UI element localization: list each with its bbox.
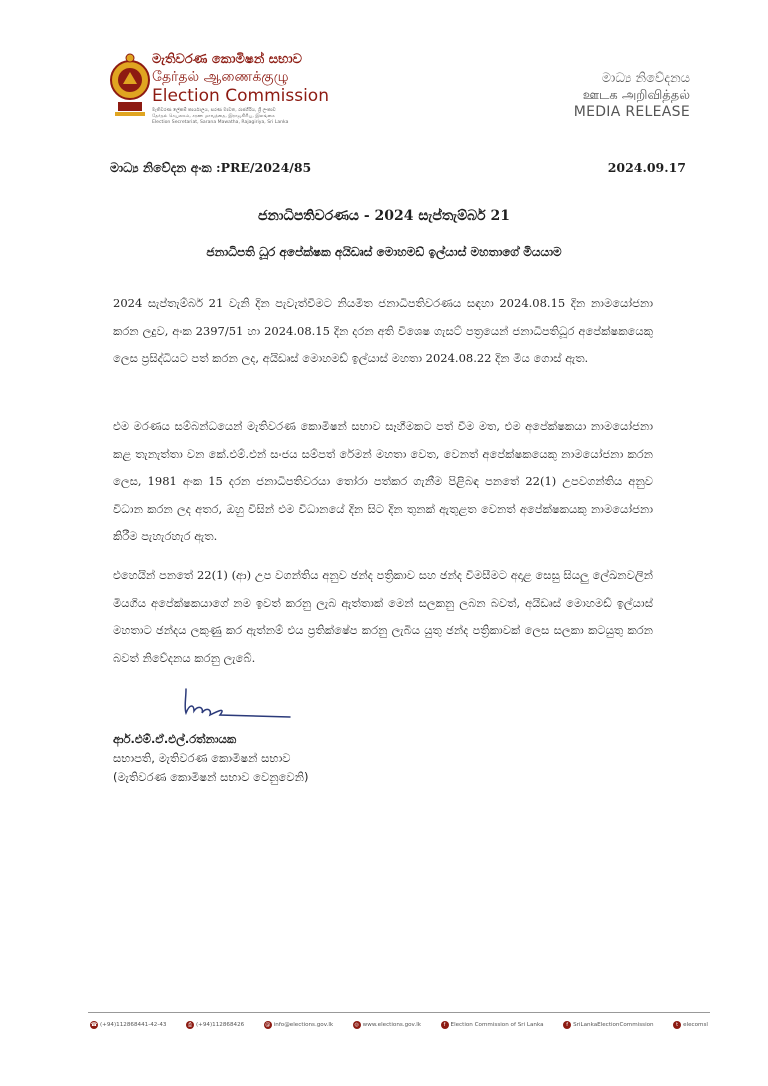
- signatory-title: සභාපති, මැතිවරණ කොමිෂන් සභාව: [113, 751, 291, 765]
- footer-twitter-text: elecomsl: [683, 1022, 708, 1028]
- footer-phone: [90, 1021, 166, 1029]
- globe-icon: ◎: [354, 1022, 359, 1028]
- release-label-english: MEDIA RELEASE: [573, 104, 690, 120]
- footer-phone-text: (+94)112868441-42-43: [100, 1022, 167, 1028]
- org-address-english: Election Secretariat, Sarana Mawatha, Rajagiriya, Sri Lanka: [152, 120, 289, 125]
- footer-divider: [88, 1012, 710, 1013]
- email-icon: @: [265, 1022, 271, 1028]
- signatory-name: ආර්.එම්.ඒ.එල්.රත්නායක: [113, 732, 237, 746]
- footer-contacts: [90, 1021, 708, 1029]
- organization-header: [152, 52, 352, 126]
- reference-number: මාධ්‍ය නිවේදන අංක :PRE/2024/85: [110, 160, 312, 175]
- body-paragraph-3: එහෙයින් පනතේ 22(1) (ආ) උප වගන්තිය අනුව ඡන්ද පත්‍රිකාව සහ ඡන්ද විමසීමට අදාළ සෙසු සියලු ලේඛනවලින් මියගිය අපේක්ෂකයාගේ නම ඉවත් කරනු ලැබ ඇත්තාක් මෙන් සලකනු ලබන බවත්, අයිඩෘස් මොහමඩ් ඉල්යාස් මහතාට ඡන්දය ලකුණු කර ඇත්නම් එය ප්‍රතික්ෂේප කරනු ලැබිය යුතු ඡන්ද පත්‍රිකාවක් ලෙස සලකා කටයුතු කරන බවත් නිවේදනය කරනු ලැබේ.: [113, 568, 653, 665]
- footer-fax-text: (+94)112868426: [196, 1022, 245, 1028]
- footer-email-text: info@elections.gov.lk: [273, 1022, 334, 1028]
- footer-website[interactable]: [353, 1021, 421, 1029]
- footer-facebook-text: Election Commission of Sri Lanka: [450, 1022, 544, 1028]
- footer-website-text: www.elections.gov.lk: [362, 1022, 422, 1028]
- org-name-english: Election Commission: [152, 86, 329, 106]
- signatory-block: [113, 730, 308, 787]
- footer-email[interactable]: [264, 1021, 333, 1029]
- org-address: [152, 108, 352, 126]
- twitter-icon: t: [673, 1021, 681, 1029]
- release-date: 2024.09.17: [607, 160, 686, 175]
- facebook-page-icon: f: [563, 1021, 571, 1029]
- org-address-tamil: தேர்தல் செயலகம், சரண மாவத்தை, இராஜகிரிய, இலங்கை: [152, 114, 275, 119]
- phone-icon: ☎: [90, 1022, 98, 1028]
- body-paragraph-1: 2024 සැප්තැම්බර් 21 වැනි දින පැවැත්වීමට නියමිත ජනාධිපතිවරණය සඳහා 2024.08.15 දින නාමයෝජනා කරන ලදුව, අංක 2397/51 හා 2024.08.15 දින දරන අති විශෙෂ ගැසට් පත්‍රයෙන් ජනාධිපතිධූර අපේක්ෂකයෙකු ලෙස ප්‍රසිද්ධියට පත් කරන ලද, අයිඩෘස් මොහමඩ් ඉල්යාස් මහතා 2024.08.22 දින මිය ගොස් ඇත.: [113, 296, 653, 365]
- footer-twitter[interactable]: [673, 1021, 708, 1029]
- fax-icon: ⎙: [187, 1022, 192, 1028]
- footer-facebook[interactable]: [441, 1021, 544, 1029]
- signatory-on-behalf: (මැතිවරණ කොමිෂන් සභාව වෙනුවෙනි): [113, 770, 309, 784]
- release-label-tamil: ஊடக அறிவித்தல்: [582, 88, 690, 103]
- org-name-tamil: தேர்தல் ஆணைக்குழு: [152, 69, 289, 85]
- org-name-sinhala: මැතිවරණ කොමිෂන් සභාව: [152, 52, 302, 67]
- body-paragraph-2: එම මරණය සම්බන්ධයෙන් මැතිවරණ කොමිෂන් සභාව සෑහීමකට පත් වීම මත, එම අපේක්ෂකයා නාමයෝජනා කළ තැනැත්තා වන කේ.එම්.එන් සංජය සම්පත් රේමන් මහතා වෙත, වෙනත් අපේක්ෂකයෙකු නාමයෝජනා කරන ලෙස, 1981 අංක 15 දරන ජනාධිපතිවරයා තෝරා පත්කර ගැනීම පිළිබඳ පනතේ 22(1) උපවගන්තිය අනුව විධාන කරන ලද අතර, ඔහු විසින් එම විධානයේ දින සිට දින තුනක් ඇතුළත වෙනත් අපේක්ෂකයකු නාමයෝජනා කිරීම පැහැරහැර ඇත.: [113, 419, 653, 543]
- footer-facebook-page-text: SriLankaElectionCommission: [573, 1022, 654, 1028]
- release-label-sinhala: මාධ්‍ය නිවේදනය: [601, 71, 690, 86]
- org-address-sinhala: මැතිවරණ ලේකම් කාර්යාලය, සරණ මාවත, රාජගිරිය, ශ්‍රී ලංකාව: [152, 108, 276, 113]
- handwritten-signature: [178, 685, 298, 730]
- page-title: ජනාධිපතිවරණය - 2024 සැප්තැම්බර් 21: [258, 208, 510, 224]
- media-release-label: [574, 70, 690, 121]
- footer-facebook-page[interactable]: [563, 1021, 654, 1029]
- footer-fax: [186, 1021, 244, 1029]
- sri-lanka-emblem-logo: [108, 50, 152, 122]
- facebook-icon: f: [441, 1021, 449, 1029]
- page-subtitle: ජනාධිපති ධූර අපේක්ෂක අයිඩෘස් මොහමඩ් ඉල්යාස් මහතාගේ මියයාම: [206, 245, 562, 259]
